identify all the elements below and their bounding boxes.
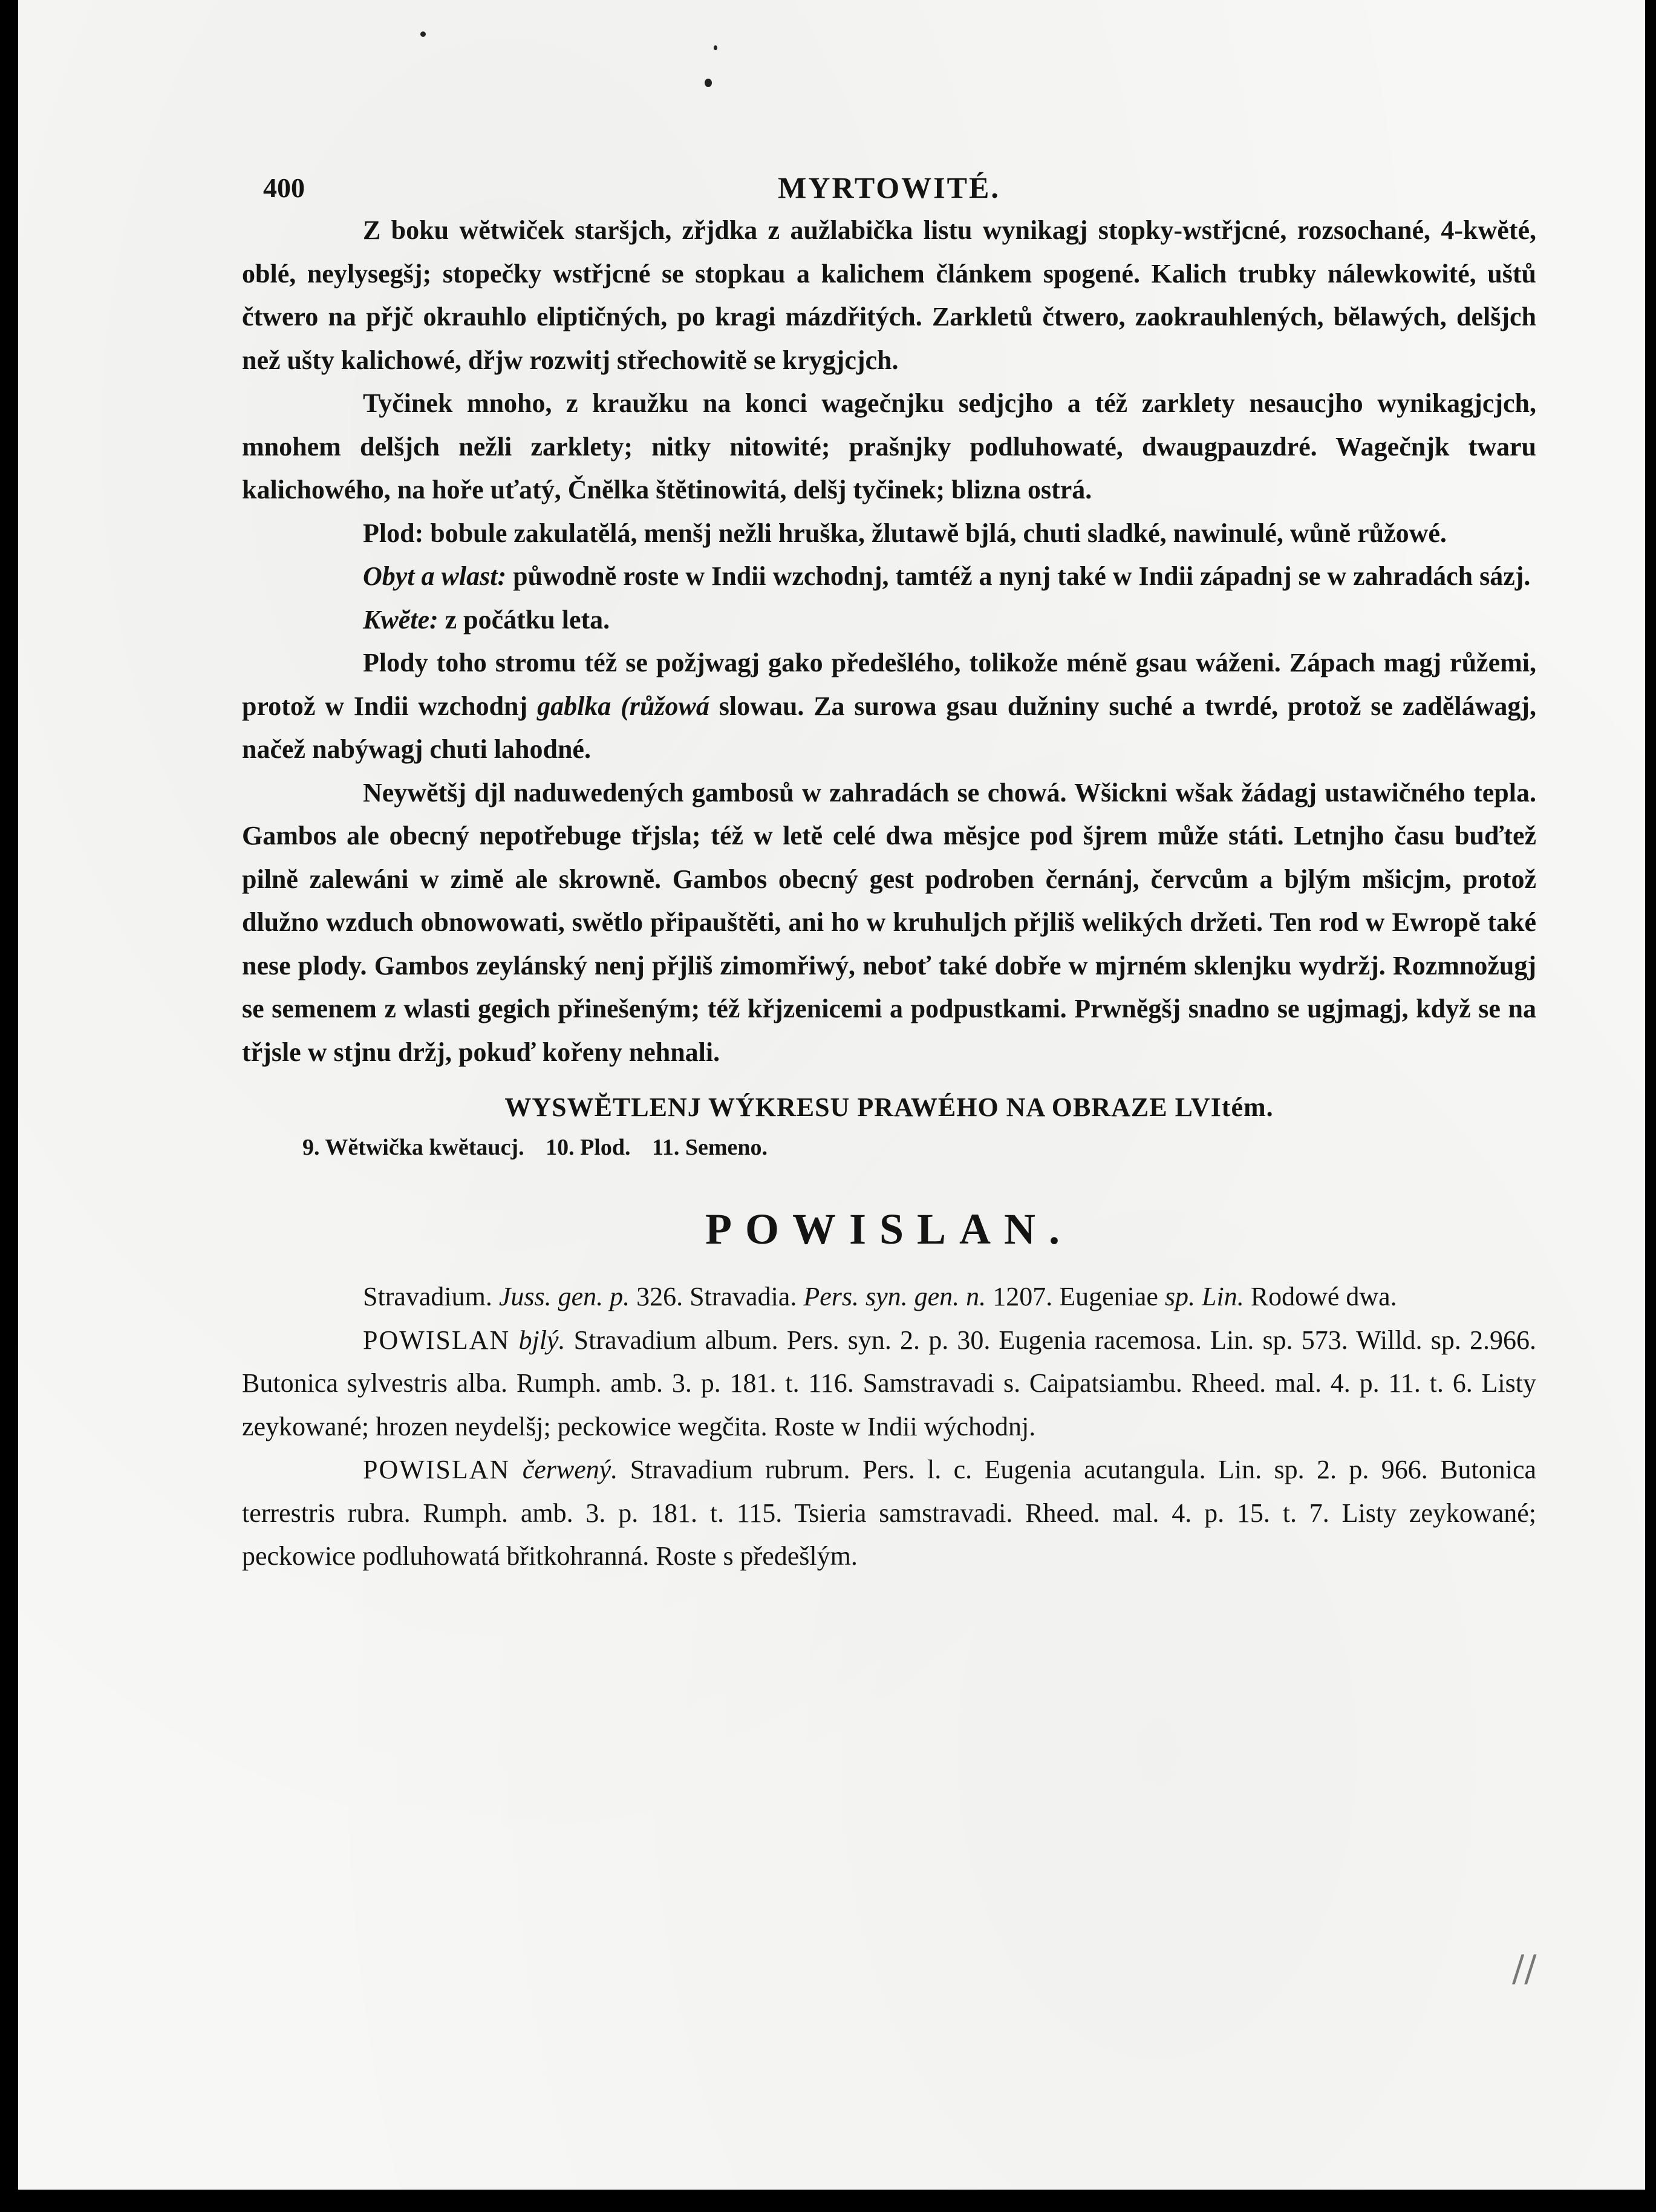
- species-epithet: bjlý.: [518, 1325, 566, 1355]
- habitat-text: půwodnĕ roste w Indii wzchodnj, tamtéž a nynj také w Indii západnj se w zahradách sázj.: [513, 561, 1531, 591]
- synonym-part: sp. Lin.: [1164, 1282, 1244, 1311]
- figure-caption-heading: WYSWĔTLENJ WÝKRESU PRAWÉHO NA OBRAZE LVItém.: [504, 1092, 1274, 1122]
- uses-italic-term: gablka (růžowá: [537, 691, 709, 721]
- uses-text-after: slowau. Za surowa gsau dužniny suché a twrdé, protož se zadĕláwagj, načež nabýwagj chuti lahodné.: [242, 691, 1537, 764]
- description-paragraph: Z boku wĕtwiček staršjch, zřjdka z aužlabička listu wynikagj stopky-wstřjcné, rozsochané, 4-kwĕté, oblé, neylysegšj; stopečky wstřjcné se stopkau a kalichem článkem spogené. Kalich trubky nálewkowité, uštů čtwero na přjč okrauhlo eliptičných, po kragi mázdřitých. Zarkletů čtwero, zaokrauhlených, bĕlawých, delšjch než ušty kalichowé, dřjw rozwitj střechowitĕ se krygjcjch.: [242, 215, 1536, 375]
- synonym-part: Juss. gen. p.: [498, 1282, 630, 1311]
- fruit-paragraph: Plod: bobule zakulatĕlá, menšj nežli hruška, žlutawĕ bjlá, chuti sladké, nawinulé, wůnĕ růžowé.: [363, 518, 1447, 548]
- genus-entries: [242, 1275, 1536, 1578]
- running-title: MYRTOWITÉ.: [778, 171, 1000, 204]
- species-text: Stravadium rubrum. Pers. l. c. Eugenia acutangula. Lin. sp. 2. p. 966. Butonica terrestris rubra. Rumph. amb. 3. p. 181. t. 115. Tsieria samstravadi. Rheed. mal. 4. p. 15. t. 7. Listy zeykowané; peckowice podluhowatá břitkohranná. Roste s předešlým.: [242, 1455, 1537, 1571]
- species-name: POWISLAN: [363, 1455, 510, 1484]
- figure-caption-item: 10. Plod.: [546, 1134, 631, 1160]
- habitat-paragraph: [242, 555, 1536, 598]
- habitat-label: Obyt a wlast:: [363, 561, 507, 591]
- book-page: [18, 0, 1645, 2190]
- species-text: Stravadium album. Pers. syn. 2. p. 30. Eugenia racemosa. Lin. sp. 573. Willd. sp. 2.966. Butonica sylvestris alba. Rumph. amb. 3. p. 181. t. 116. Samstravadi s. Caipatsiambu. Rheed. mal. 4. p. 11. t. 6. Listy zeykowané; hrozen neydelšj; peckowice wegčita. Roste w Indii wýchodnj.: [242, 1325, 1536, 1441]
- species-name: POWISLAN: [363, 1325, 510, 1355]
- synonym-part: Stravadium.: [363, 1282, 492, 1311]
- cultivation-paragraph: Neywĕtšj djl naduwedených gambosů w zahradách se chowá. Wšickni wšak žádagj ustawičného tepla. Gambos ale obecný nepotřebuge třjsla; též w letĕ celé dwa mĕsjce pod šjrem může státi. Letnjho času buďtež pilnĕ zalewáni w zimĕ ale skrownĕ. Gambos obecný gest podroben černánj, červcům a bjlým mšicjm, protož dlužno wzduch obnowowati, swĕtlo připauštĕti, ani ho w kruhuljch přjliš welikých držeti. Ten rod w Ewropĕ také nese plody. Gambos zeylánský nenj přjliš zimomřiwý, neboť také dobře w mjrném sklenjku wydržj. Rozmnožugj se semenem z wlasti gegich přinešeným; též křjzenicemi a podpustkami. Prwnĕgšj snadno se ugjmagj, když se na třjsle w stjnu držj, pokuď kořeny nehnali.: [242, 777, 1536, 1067]
- species-entry: [242, 1448, 1536, 1578]
- synonym-part: 1207. Eugeniae: [993, 1282, 1158, 1311]
- synonym-part: Pers. syn. gen. n.: [803, 1282, 986, 1311]
- ink-speck: [714, 45, 717, 50]
- figure-caption-item: 11. Semeno.: [652, 1134, 768, 1160]
- margin-pencil-mark: //: [1512, 1948, 1537, 1990]
- ink-speck: [420, 31, 426, 37]
- page-content: [242, 154, 1536, 1578]
- uses-text-before: Plody toho stromu též se požjwagj gako předešlého, tolikože ménĕ gsau wáženi. Zápach magj růžemi, protož w Indii wzchodnj: [242, 648, 1536, 721]
- flowering-text: z počátku leta.: [445, 604, 610, 635]
- flowering-label: Kwĕte:: [363, 604, 438, 635]
- stamens-paragraph: Tyčinek mnoho, z kraužku na konci wagečnjku sedjcjho a též zarklety nesaucjho wynikagjcjch, mnohem delšjch nežli zarklety; nitky nitowité; prašnjky podluhowaté, dwaugpauzdré. Wagečnjk twaru kalichowého, na hoře uťatý, Čnĕlka štĕtinowitá, delšj tyčinek; blizna ostrá.: [242, 388, 1536, 504]
- page-header: [242, 154, 1536, 209]
- synonym-part: 326. Stravadia.: [636, 1282, 797, 1311]
- species-epithet: čerwený.: [522, 1455, 618, 1484]
- genus-title: POWISLAN.: [705, 1204, 1074, 1253]
- figure-caption-item: 9. Wĕtwička kwĕtaucj.: [302, 1134, 524, 1160]
- flowering-paragraph: [242, 598, 1536, 642]
- synonym-part: Rodowé dwa.: [1250, 1282, 1397, 1311]
- figure-caption-items: [242, 1129, 1536, 1166]
- species-entry: [242, 1319, 1536, 1449]
- uses-paragraph: [242, 641, 1536, 771]
- page-number: 400: [263, 172, 305, 203]
- genus-synonyms: [242, 1275, 1536, 1319]
- ink-speck: [705, 79, 712, 87]
